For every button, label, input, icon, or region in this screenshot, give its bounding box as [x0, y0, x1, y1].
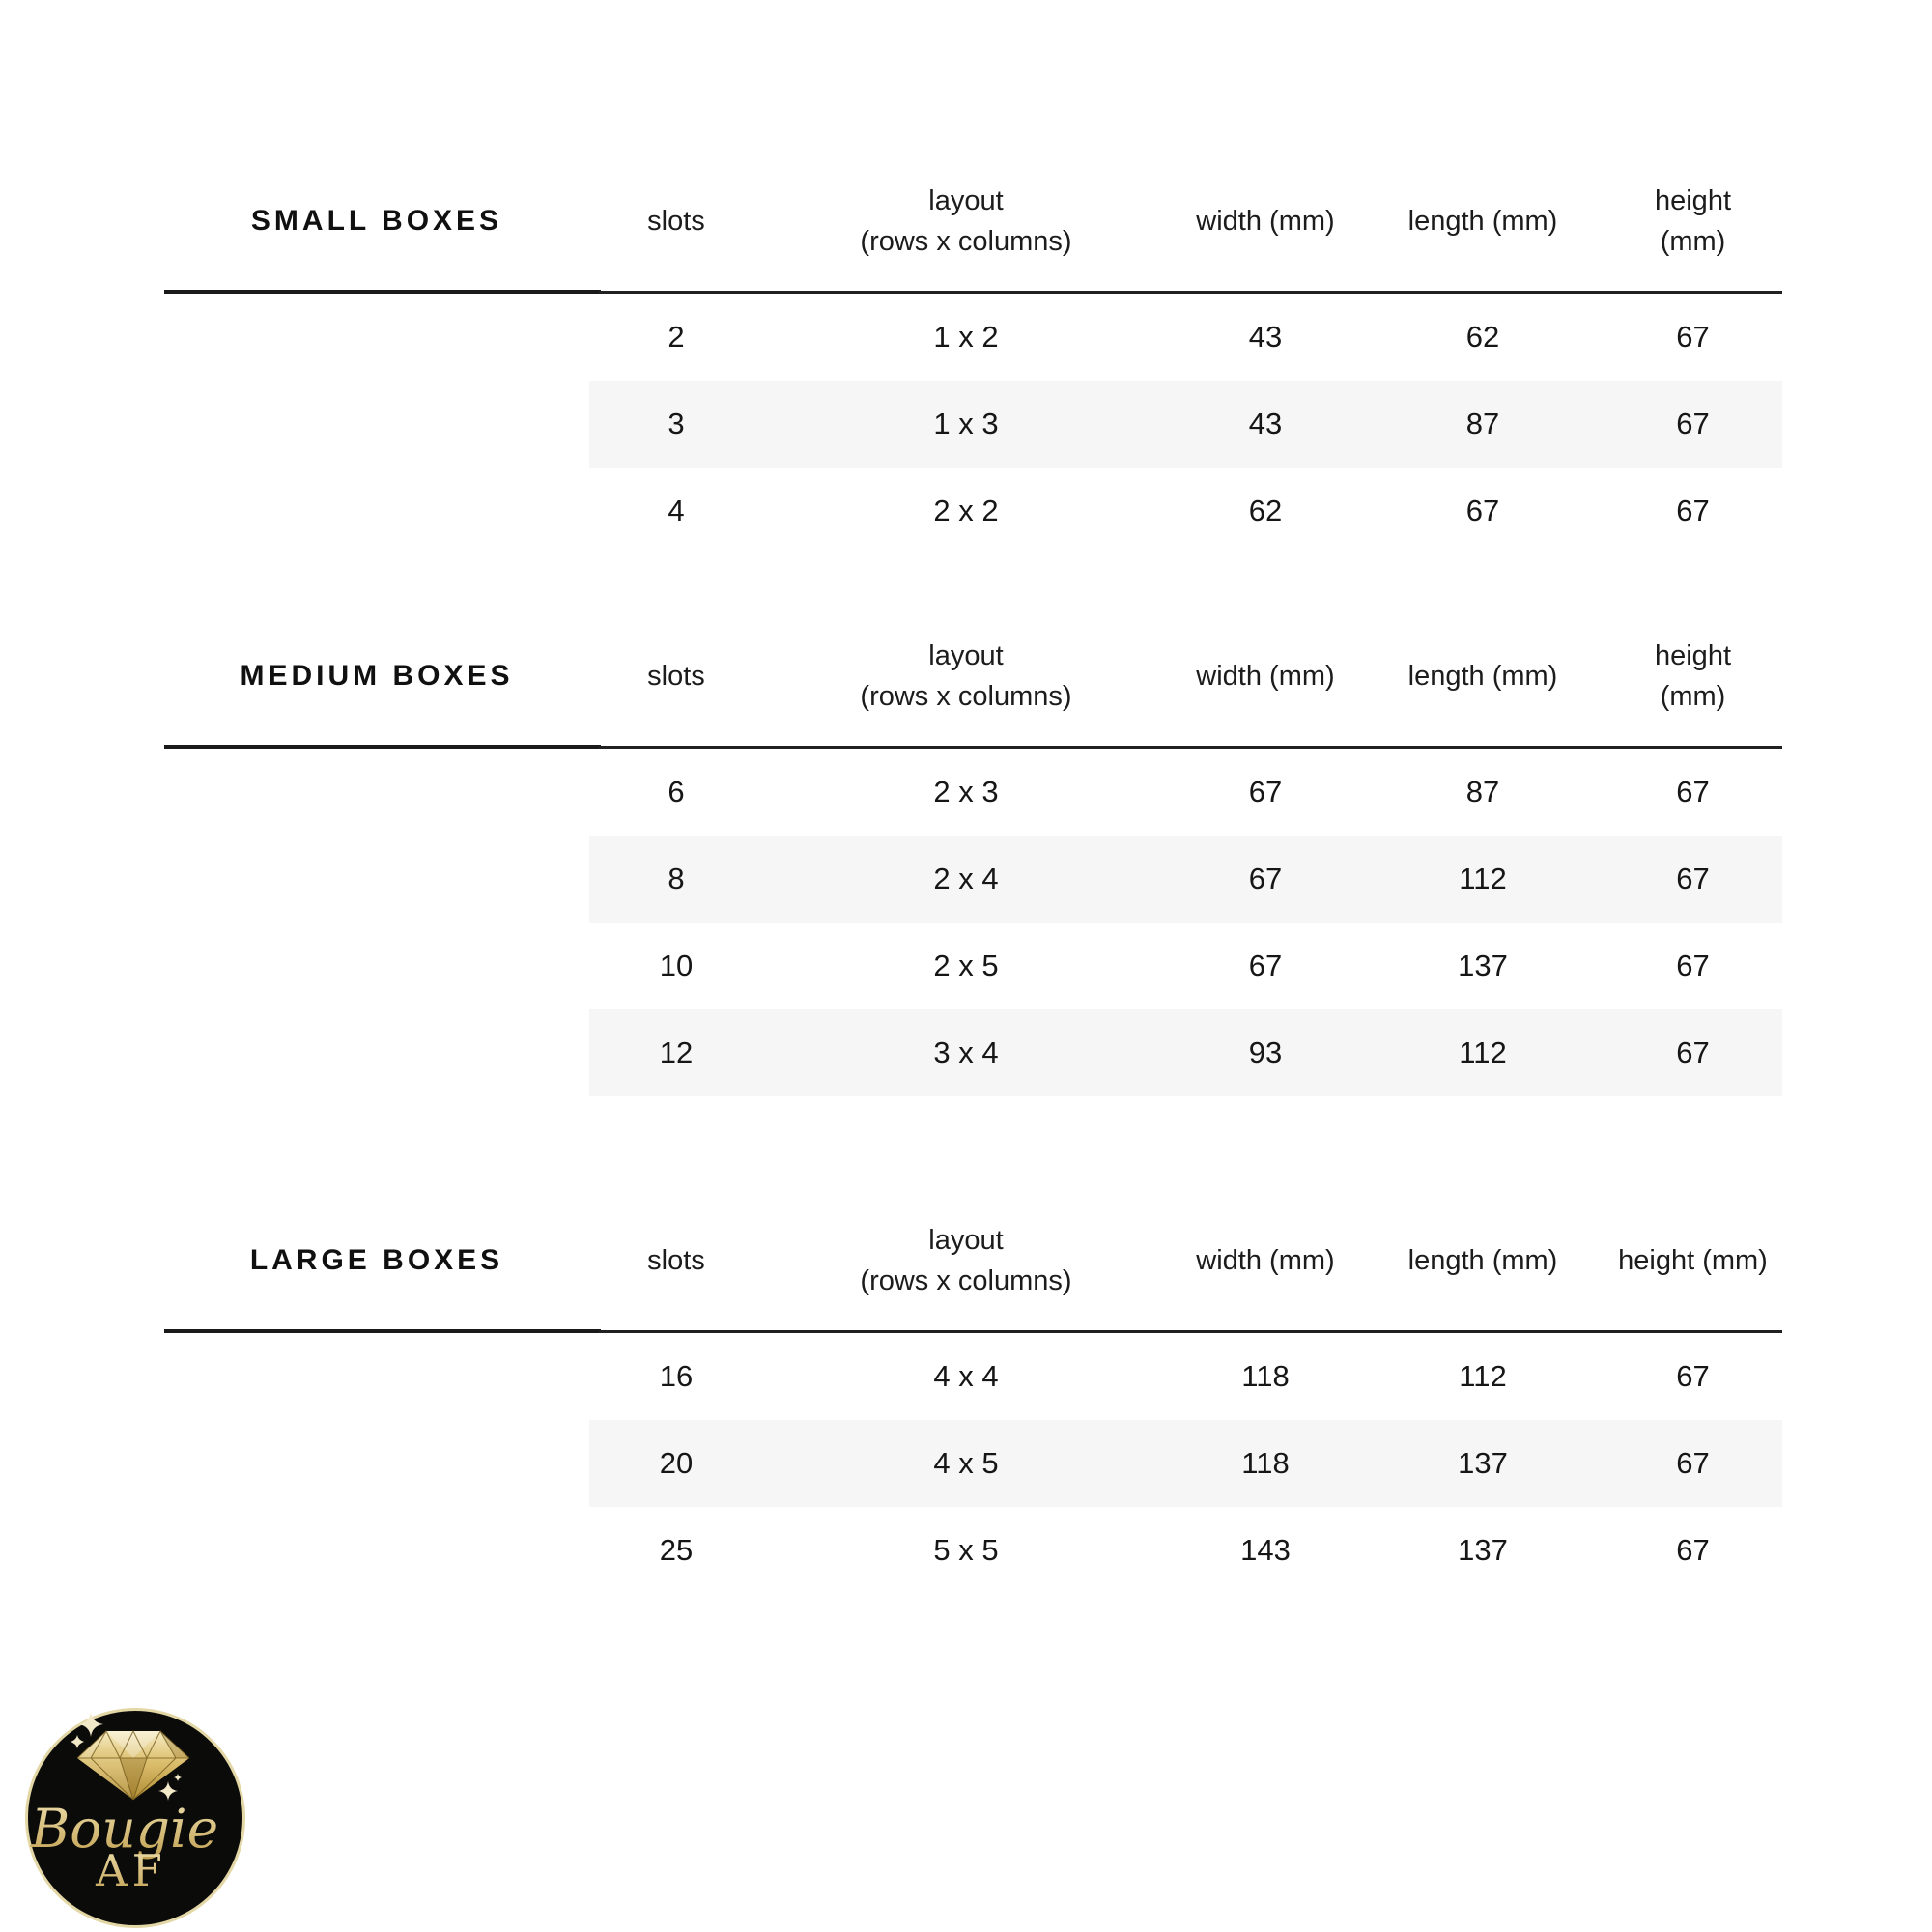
row-label-spacer [164, 1333, 589, 1420]
header-line: layout [928, 639, 1004, 671]
header-width [1169, 201, 1362, 242]
cell-slots: 16 [659, 1359, 694, 1393]
section-title: MEDIUM BOXES [240, 660, 514, 692]
cell-layout: 2 x 4 [763, 836, 1169, 923]
row-label-spacer [164, 1420, 589, 1507]
row-label-spacer [164, 1009, 589, 1096]
cell-width: 43 [1169, 381, 1362, 468]
header-length [1362, 201, 1604, 242]
rule-segment [164, 745, 601, 749]
header-layout [763, 1220, 1169, 1301]
header-height [1604, 636, 1782, 717]
header-width [1169, 1240, 1362, 1281]
header-line: width (mm) [1196, 205, 1335, 237]
cell-slots: 3 [589, 381, 763, 468]
large-boxes-section [164, 1175, 1782, 1594]
cell-layout: 4 x 5 [763, 1420, 1169, 1507]
cell-height: 67 [1676, 494, 1710, 527]
header-line: length (mm) [1407, 660, 1558, 692]
cell-height: 67 [1676, 1533, 1710, 1567]
rule-segment [599, 291, 1782, 294]
cell-layout: 2 x 5 [933, 949, 999, 982]
small-boxes-section [164, 135, 1782, 554]
cell-height: 67 [1604, 836, 1782, 923]
cell-length: 112 [1362, 836, 1604, 923]
header-line: length (mm) [1407, 205, 1558, 237]
header-line: slots [647, 660, 705, 692]
header-line: (rows x columns) [860, 681, 1072, 712]
row-label-spacer [164, 749, 589, 836]
cell-slots: 4 [668, 494, 685, 527]
header-line: length (mm) [1407, 1244, 1558, 1276]
header-slots [589, 201, 763, 242]
row-label-spacer [164, 1507, 589, 1594]
table-row [164, 1009, 1782, 1096]
cell-slots: 6 [668, 775, 685, 809]
cell-length: 87 [1362, 381, 1604, 468]
cell-length: 137 [1362, 1420, 1604, 1507]
table-row [164, 1507, 1782, 1594]
header-height [1604, 181, 1782, 262]
cell-slots: 8 [589, 836, 763, 923]
header-line: layout [928, 1224, 1004, 1256]
header-line: (rows x columns) [860, 226, 1072, 257]
header-width [1169, 656, 1362, 696]
table-row [164, 1420, 1782, 1507]
cell-length: 112 [1362, 1009, 1604, 1096]
cell-length: 62 [1465, 320, 1500, 354]
header-slots [589, 656, 763, 696]
rule-segment [599, 1330, 1782, 1333]
cell-width: 62 [1248, 494, 1283, 527]
cell-layout: 1 x 3 [763, 381, 1169, 468]
row-label-spacer [164, 836, 589, 923]
row-label-spacer [164, 468, 589, 554]
rule-segment [164, 290, 601, 294]
header-line: (mm) [1660, 681, 1726, 712]
cell-width: 67 [1169, 836, 1362, 923]
cell-layout: 4 x 4 [933, 1359, 999, 1393]
header-line: height [1654, 185, 1731, 216]
table-row [164, 836, 1782, 923]
cell-width: 118 [1241, 1359, 1290, 1393]
header-line: height (mm) [1618, 1244, 1768, 1276]
header-rule [164, 745, 1782, 749]
cell-slots: 25 [659, 1533, 694, 1567]
header-rule [164, 290, 1782, 294]
header-line: (mm) [1660, 226, 1726, 257]
row-label-spacer [164, 381, 589, 468]
table-header [164, 135, 1782, 290]
row-label-spacer [164, 294, 589, 381]
cell-slots: 12 [589, 1009, 763, 1096]
brand-logo [23, 1706, 247, 1930]
table-header [164, 590, 1782, 745]
header-length [1362, 1240, 1604, 1281]
header-line: slots [647, 205, 705, 237]
header-line: layout [928, 185, 1004, 216]
cell-length: 137 [1458, 949, 1508, 982]
cell-layout: 1 x 2 [933, 320, 999, 354]
header-rule [164, 1329, 1782, 1333]
header-length [1362, 656, 1604, 696]
section-title: LARGE BOXES [249, 1244, 504, 1276]
table-row [164, 749, 1782, 836]
cell-length: 87 [1465, 775, 1500, 809]
table-row [164, 923, 1782, 1009]
cell-layout: 3 x 4 [763, 1009, 1169, 1096]
rule-segment [599, 746, 1782, 749]
header-line: (rows x columns) [860, 1265, 1072, 1296]
cell-slots: 2 [668, 320, 685, 354]
cell-height: 67 [1676, 949, 1710, 982]
row-label-spacer [164, 923, 589, 1009]
header-slots [589, 1240, 763, 1281]
cell-height: 67 [1676, 775, 1710, 809]
table-row [164, 1333, 1782, 1420]
cell-height: 67 [1676, 320, 1710, 354]
medium-boxes-section [164, 590, 1782, 1096]
cell-layout: 5 x 5 [933, 1533, 999, 1567]
cell-width: 143 [1240, 1533, 1291, 1567]
rule-segment [164, 1329, 601, 1333]
table-header [164, 1175, 1782, 1329]
cell-length: 112 [1459, 1359, 1507, 1393]
cell-width: 67 [1248, 775, 1283, 809]
cell-height: 67 [1604, 1420, 1782, 1507]
header-layout [763, 636, 1169, 717]
section-title: SMALL BOXES [250, 205, 503, 237]
cell-slots: 10 [659, 949, 694, 982]
cell-layout: 2 x 2 [933, 494, 999, 527]
header-line: height [1654, 639, 1731, 671]
cell-height: 67 [1676, 1359, 1710, 1393]
cell-layout: 2 x 3 [933, 775, 999, 809]
cell-height: 67 [1604, 381, 1782, 468]
cell-width: 118 [1169, 1420, 1362, 1507]
table-row [164, 468, 1782, 554]
cell-width: 93 [1169, 1009, 1362, 1096]
cell-length: 67 [1465, 494, 1500, 527]
cell-width: 67 [1248, 949, 1283, 982]
header-line: slots [647, 1244, 705, 1276]
header-height [1604, 1240, 1782, 1281]
header-line: width (mm) [1196, 1244, 1335, 1276]
logo-submark: AF [96, 1845, 167, 1896]
cell-length: 137 [1458, 1533, 1508, 1567]
cell-slots: 20 [589, 1420, 763, 1507]
table-row [164, 294, 1782, 381]
table-row [164, 381, 1782, 468]
header-line: width (mm) [1196, 660, 1335, 692]
cell-width: 43 [1248, 320, 1283, 354]
cell-height: 67 [1604, 1009, 1782, 1096]
header-layout [763, 181, 1169, 262]
logo-wordmark: Bougie [30, 1798, 219, 1860]
